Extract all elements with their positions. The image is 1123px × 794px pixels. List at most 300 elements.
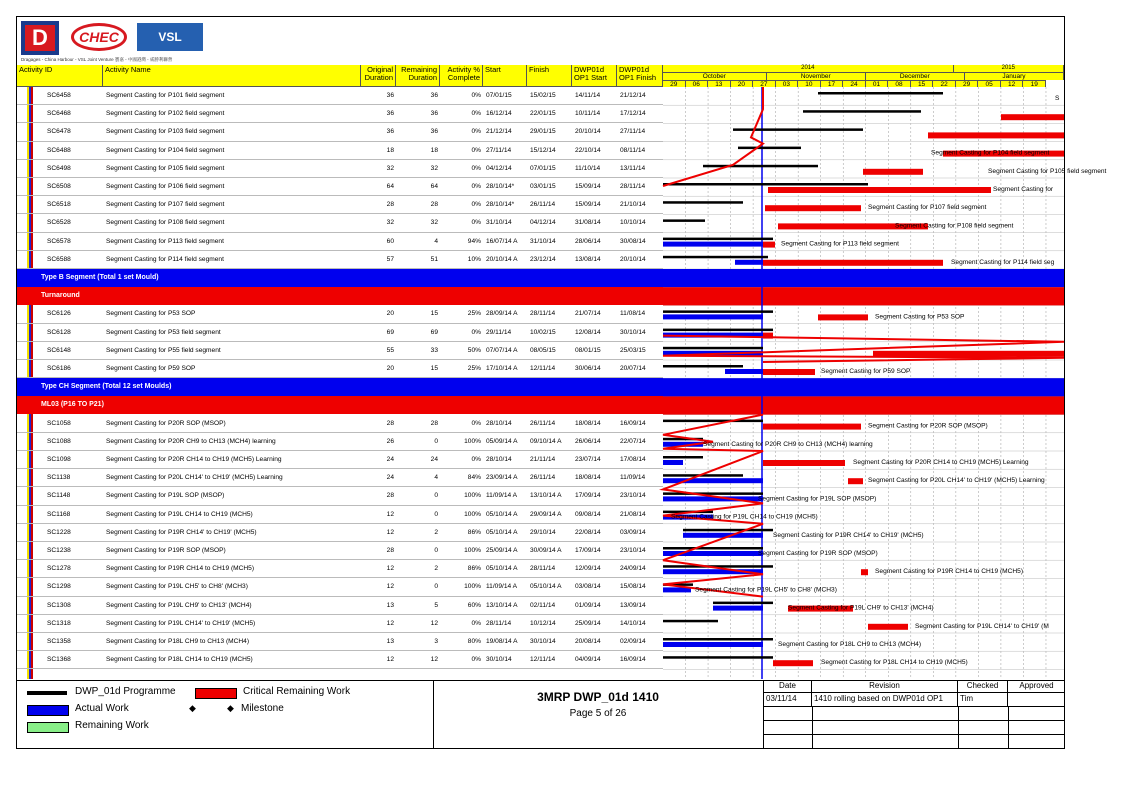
- cell-s1: 12/08/14: [575, 328, 601, 336]
- cell-id: SC6458: [47, 92, 71, 99]
- cell-rd: 0: [434, 492, 438, 500]
- programme-bar: [818, 92, 943, 95]
- cell-name: Segment Casting for P102 field segment: [106, 110, 225, 118]
- cell-name: Segment Casting for P53 field segment: [106, 328, 221, 336]
- cell-f1: 28/11/14: [620, 183, 646, 190]
- cell-pct: 94%: [467, 237, 481, 245]
- cell-f1: 17/08/14: [620, 456, 646, 463]
- legend-milestone: Milestone: [241, 703, 284, 714]
- cell-f1: 30/10/14: [620, 328, 646, 336]
- programme-bar: [663, 347, 763, 350]
- cell-od: 12: [386, 619, 394, 627]
- programme-bar: [713, 602, 773, 605]
- cell-pct: 0%: [471, 656, 481, 664]
- cell-finish: 23/12/14: [530, 255, 556, 263]
- critical-bar: [818, 314, 868, 320]
- programme-bar: [738, 147, 801, 150]
- cell-start: 28/10/14: [486, 419, 512, 427]
- activity-row[interactable]: [17, 524, 663, 542]
- timeline-week: 29: [663, 80, 686, 87]
- cell-id: SC1278: [47, 565, 71, 573]
- cell-f1: 16/09/14: [620, 419, 646, 427]
- cell-rd: 32: [430, 164, 438, 172]
- gantt-band: [663, 378, 1064, 396]
- cell-start: 20/10/14 A: [486, 255, 518, 263]
- programme-bar: [663, 456, 703, 459]
- activity-row[interactable]: [17, 87, 663, 105]
- cell-name: Segment Casting for P106 field segment: [106, 183, 225, 190]
- cell-pct: 100%: [464, 492, 481, 500]
- cell-start: 05/09/14 A: [486, 437, 518, 445]
- col-activity-id[interactable]: Activity ID: [17, 65, 103, 87]
- milestone-diamond-icon-2: ◆: [227, 703, 234, 713]
- cell-start: 30/10/14: [486, 656, 512, 664]
- cell-pct: 0%: [471, 183, 481, 190]
- cell-f1: 21/10/14: [620, 201, 646, 209]
- critical-bar: [863, 169, 923, 175]
- cell-f1: 14/10/14: [620, 619, 646, 627]
- cell-s1: 18/08/14: [575, 419, 601, 427]
- programme-bar: [663, 492, 763, 495]
- activity-row[interactable]: [17, 433, 663, 451]
- cell-start: 16/12/14: [486, 110, 512, 118]
- cell-rd: 33: [430, 346, 438, 354]
- cell-finish: 15/02/15: [530, 92, 556, 99]
- jv-logos: [17, 17, 317, 65]
- cell-f1: 17/12/14: [620, 110, 646, 118]
- milestone-diamond-icon: ◆: [189, 703, 196, 713]
- col-start[interactable]: Start: [483, 65, 527, 87]
- cell-name: Segment Casting for P104 field segment: [106, 146, 225, 154]
- programme-bar: [663, 201, 743, 204]
- cell-start: 31/10/14: [486, 219, 512, 227]
- cell-start: 23/09/14 A: [486, 474, 518, 482]
- timeline-week: 22: [933, 80, 956, 87]
- cell-pct: 100%: [464, 510, 481, 518]
- revision-table: [763, 681, 1065, 749]
- cell-f1: 11/08/14: [620, 310, 646, 318]
- gantt-chart: [663, 87, 1107, 679]
- activity-row[interactable]: [17, 105, 663, 123]
- cell-od: 12: [386, 528, 394, 536]
- cell-rd: 32: [430, 219, 438, 227]
- cell-od: 28: [386, 201, 394, 209]
- cell-f1: 02/09/14: [620, 638, 646, 645]
- cell-id: SC1138: [47, 474, 71, 482]
- col-percent-complete[interactable]: Activity % Complete: [440, 65, 483, 87]
- cell-name: Segment Casting for P19L CH5' to CH8' (MCH3): [106, 583, 248, 591]
- rev-col-line-1: [812, 707, 813, 749]
- cell-start: 16/07/14 A: [486, 237, 518, 245]
- timeline-week: 17: [821, 80, 844, 87]
- cell-id: SC1148: [47, 492, 71, 500]
- cell-finish: 03/01/15: [530, 183, 556, 190]
- cell-pct: 25%: [467, 365, 481, 372]
- cell-start: 05/10/14 A: [486, 528, 518, 536]
- rev-header-checked: Checked: [958, 681, 1008, 693]
- cell-finish: 28/11/14: [530, 565, 556, 573]
- actual-swatch: [27, 705, 69, 716]
- cell-name: Segment Casting for P20R CH9 to CH13 (MCH4) learning: [106, 437, 276, 445]
- rev-empty-row-1: [764, 707, 1065, 721]
- cell-rd: 0: [434, 583, 438, 591]
- cell-od: 12: [386, 656, 394, 664]
- cell-od: 32: [386, 219, 394, 227]
- col-op1-finish[interactable]: DWP01d OP1 Finish: [617, 65, 663, 87]
- activity-row[interactable]: [17, 342, 663, 360]
- timeline-week: 13: [708, 80, 731, 87]
- activity-row[interactable]: [17, 633, 663, 651]
- programme-bar: [663, 310, 773, 313]
- cell-rd: 15: [430, 310, 438, 318]
- critical-bar: [848, 478, 863, 484]
- actual-bar: [663, 642, 763, 647]
- timeline-month: January: [965, 72, 1064, 80]
- critical-bar: [763, 260, 943, 266]
- cell-pct: 0%: [471, 328, 481, 336]
- cell-start: 21/12/14: [486, 128, 512, 136]
- cell-pct: 100%: [464, 437, 481, 445]
- legend-actual: Actual Work: [75, 703, 129, 714]
- critical-bar: [868, 624, 908, 630]
- cell-s1: 04/09/14: [575, 656, 601, 664]
- wbs-group-header[interactable]: Type B Segment (Total 1 set Mould): [17, 269, 663, 287]
- cell-id: SC1298: [47, 583, 71, 591]
- cell-finish: 29/01/15: [530, 128, 556, 136]
- cell-pct: 86%: [467, 565, 481, 573]
- cell-od: 24: [386, 474, 394, 482]
- cell-pct: 0%: [471, 219, 481, 227]
- cell-s1: 09/08/14: [575, 510, 601, 518]
- page-number: Page 5 of 26: [569, 708, 627, 719]
- cell-pct: 100%: [464, 547, 481, 554]
- cell-pct: 0%: [471, 110, 481, 118]
- gantt-bar-label: Segment Casting for P20R SOP (MSOP): [868, 422, 988, 430]
- actual-bar: [663, 460, 683, 465]
- cell-start: 11/09/14 A: [486, 583, 518, 591]
- cell-rd: 12: [430, 656, 438, 664]
- activity-row[interactable]: [17, 178, 663, 196]
- cell-od: 13: [386, 638, 394, 645]
- cell-finish: 22/01/15: [530, 110, 556, 118]
- activity-row[interactable]: [17, 123, 663, 141]
- gantt-bar-label: Segment Casting for P19L CH9' to CH13' (MCH4): [788, 604, 934, 612]
- cell-id: SC1098: [47, 456, 71, 463]
- cell-finish: 28/11/14: [530, 310, 556, 318]
- cell-pct: 0%: [471, 201, 481, 209]
- cell-od: 28: [386, 492, 394, 500]
- cell-finish: 29/10/14: [530, 528, 556, 536]
- critical-bar: [763, 460, 845, 466]
- critical-swatch: [195, 688, 237, 699]
- cell-id: SC6488: [47, 146, 71, 154]
- actual-bar: [725, 369, 763, 374]
- cell-name: Segment Casting for P53 SOP: [106, 310, 196, 318]
- cell-f1: 11/09/14: [620, 474, 646, 482]
- cell-rd: 36: [430, 110, 438, 118]
- cell-rd: 36: [430, 92, 438, 99]
- cell-start: 28/11/14: [486, 619, 512, 627]
- cell-start: 19/08/14 A: [486, 638, 518, 645]
- critical-bar: [773, 660, 813, 666]
- cell-s1: 17/09/14: [575, 547, 601, 554]
- programme-bar: [663, 638, 773, 641]
- progress-line: [663, 87, 763, 186]
- cell-s1: 14/11/14: [575, 92, 601, 99]
- cell-f1: 13/09/14: [620, 601, 646, 609]
- activity-row[interactable]: [17, 615, 663, 633]
- cell-s1: 08/01/15: [575, 346, 601, 354]
- critical-bar: [873, 351, 1064, 357]
- programme-bar: [703, 165, 818, 168]
- timeline-header: [663, 65, 1064, 87]
- cell-name: Segment Casting for P105 field segment: [106, 164, 225, 172]
- cell-finish: 30/09/14 A: [530, 547, 562, 554]
- rev-checked: Tim: [958, 693, 1008, 707]
- gantt-bar-label: Segment Casting for P53 SOP: [875, 313, 965, 321]
- gantt-bar-label: Segment Casting for P19R CH14' to CH19' (MCH5): [773, 531, 924, 539]
- cell-pct: 10%: [467, 255, 481, 263]
- schedule-sheet: [16, 16, 1107, 749]
- cell-rd: 28: [430, 201, 438, 209]
- activity-row[interactable]: [17, 324, 663, 342]
- cell-start: 04/12/14: [486, 164, 512, 172]
- cell-name: Segment Casting for P114 field segment: [106, 255, 224, 263]
- cell-name: Segment Casting for P19R SOP (MSOP): [106, 547, 226, 554]
- cell-s1: 17/09/14: [575, 492, 601, 500]
- doc-title: 3MRP DWP_01d 1410: [537, 690, 659, 704]
- cell-rd: 51: [430, 255, 438, 263]
- col-finish[interactable]: Finish: [527, 65, 572, 87]
- activity-row[interactable]: [17, 214, 663, 232]
- timeline-week: 08: [888, 80, 911, 87]
- activity-row[interactable]: [17, 142, 663, 160]
- cell-od: 20: [386, 310, 394, 318]
- cell-id: SC6518: [47, 201, 71, 209]
- cell-start: 28/10/14: [486, 456, 512, 463]
- cell-f1: 24/09/14: [620, 565, 646, 573]
- cell-rd: 0: [434, 437, 438, 445]
- cell-f1: 27/11/14: [620, 128, 646, 136]
- activity-row[interactable]: [17, 560, 663, 578]
- legend-footer: [17, 680, 1064, 749]
- wbs-group-header[interactable]: Type CH Segment (Total 12 set Moulds): [17, 378, 663, 396]
- activity-row[interactable]: [17, 360, 663, 378]
- cell-id: SC6498: [47, 164, 71, 172]
- cell-id: SC1238: [47, 547, 71, 554]
- logo-caption: Dragages - China Harbour - VSL Joint Venture 寶嘉 - 中國港灣 - 威勝利聯營: [21, 57, 173, 62]
- cell-id: SC6578: [47, 237, 71, 245]
- schedule-grid: [17, 65, 1107, 680]
- activity-row[interactable]: [17, 542, 663, 560]
- cell-s1: 22/08/14: [575, 528, 601, 536]
- cell-f1: 03/09/14: [620, 528, 646, 536]
- col-op1-start[interactable]: DWP01d OP1 Start: [572, 65, 617, 87]
- rev-header-approved: Approved: [1008, 681, 1065, 693]
- cell-s1: 13/08/14: [575, 255, 601, 263]
- cell-s1: 23/07/14: [575, 456, 601, 463]
- actual-bar: [683, 533, 763, 538]
- wbs-subgroup-header[interactable]: ML03 (P16 TO P21): [17, 396, 663, 414]
- cell-pct: 0%: [471, 619, 481, 627]
- cell-finish: 07/01/15: [530, 164, 556, 172]
- legend-critical: Critical Remaining Work: [243, 686, 351, 697]
- gantt-bar-label: Segment Casting for P107 field segment: [868, 204, 987, 212]
- cell-name: Segment Casting for P18L CH14 to CH19 (MCH5): [106, 656, 253, 664]
- actual-bar: [663, 314, 763, 319]
- cell-finish: 05/10/14 A: [530, 583, 562, 591]
- activity-row[interactable]: [17, 506, 663, 524]
- activity-row[interactable]: [17, 451, 663, 469]
- cell-id: SC6186: [47, 365, 71, 372]
- cell-name: Segment Casting for P20L CH14' to CH19' (MCH5) Learning: [106, 474, 283, 482]
- cell-rd: 2: [434, 565, 438, 573]
- cell-od: 69: [386, 328, 394, 336]
- activity-row[interactable]: [17, 160, 663, 178]
- cell-s1: 20/10/14: [575, 128, 601, 136]
- cell-od: 12: [386, 565, 394, 573]
- cell-id: SC1368: [47, 656, 71, 664]
- dragages-logo: D: [21, 21, 59, 55]
- gantt-bar-label: Segment Casting for P20R CH14 to CH19 (MCH5) Learning: [853, 459, 1029, 466]
- cell-start: 28/10/14*: [486, 183, 515, 190]
- cell-finish: 15/12/14: [530, 146, 556, 154]
- timeline-week: 06: [686, 80, 709, 87]
- activity-row[interactable]: [17, 651, 663, 669]
- cell-pct: 0%: [471, 456, 481, 463]
- cell-id: SC1058: [47, 419, 71, 427]
- cell-rd: 69: [430, 328, 438, 336]
- programme-bar: [663, 183, 868, 186]
- cell-f1: 23/10/14: [620, 547, 646, 554]
- cell-name: Segment Casting for P108 field segment: [106, 219, 225, 227]
- cell-id: SC6508: [47, 183, 71, 190]
- programme-bar: [663, 238, 773, 241]
- critical-bar: [763, 242, 775, 248]
- gantt-bar-label: Segment Casting for P108 field segment: [895, 222, 1014, 230]
- programme-bar: [663, 219, 705, 222]
- activity-row[interactable]: [17, 487, 663, 505]
- cell-start: 07/01/15: [486, 92, 512, 99]
- cell-f1: 30/08/14: [620, 237, 646, 245]
- activity-row[interactable]: [17, 415, 663, 433]
- cell-f1: 13/11/14: [620, 164, 646, 172]
- gantt-bar-label: Segment Casting for P18L CH14 to CH19 (MCH5): [821, 659, 968, 667]
- gantt-bar-label: Segment Casting for P20L CH14' to CH19' (MCH5) Learning: [868, 477, 1045, 485]
- cell-s1: 30/06/14: [575, 365, 601, 372]
- activity-row[interactable]: [17, 251, 663, 269]
- cell-name: Segment Casting for P113 field segment: [106, 237, 224, 245]
- cell-start: 07/07/14 A: [486, 346, 518, 354]
- cell-s1: 31/08/14: [575, 219, 601, 227]
- timeline-week: 24: [843, 80, 866, 87]
- cell-f1: 08/11/14: [620, 146, 646, 154]
- timeline-week: 03: [776, 80, 799, 87]
- gantt-band: [663, 287, 1064, 305]
- cell-f1: 20/10/14: [620, 255, 646, 263]
- cell-name: Segment Casting for P18L CH9 to CH13 (MCH4): [106, 638, 250, 645]
- cell-finish: 09/10/14 A: [530, 437, 562, 445]
- cell-od: 32: [386, 164, 394, 172]
- timeline-year: 2015: [954, 65, 1064, 72]
- actual-bar: [663, 478, 763, 483]
- cell-pct: 0%: [471, 128, 481, 136]
- activity-row[interactable]: [17, 469, 663, 487]
- cell-od: 36: [386, 92, 394, 99]
- cell-name: Segment Casting for P103 field segment: [106, 128, 225, 136]
- programme-bar: [663, 256, 768, 258]
- activity-row[interactable]: [17, 196, 663, 214]
- rev-approved: [1008, 693, 1065, 707]
- critical-bar: [768, 187, 991, 193]
- gantt-bar-label: Segment Casting for P113 field segment: [781, 240, 899, 248]
- cell-od: 12: [386, 510, 394, 518]
- cell-finish: 30/10/14: [530, 638, 556, 645]
- timeline-week: 20: [731, 80, 754, 87]
- activity-row[interactable]: [17, 233, 663, 251]
- activity-row[interactable]: [17, 578, 663, 596]
- cell-id: SC6478: [47, 128, 71, 136]
- programme-bar: [683, 529, 773, 532]
- cell-id: SC1088: [47, 437, 71, 445]
- col-remaining-duration[interactable]: Remaining Duration: [396, 65, 440, 87]
- cell-f1: 23/10/14: [620, 492, 646, 500]
- programme-bar: [663, 420, 763, 423]
- cell-pct: 86%: [467, 528, 481, 536]
- cell-rd: 18: [430, 146, 438, 154]
- programme-bar: [663, 365, 743, 368]
- rev-date: 03/11/14: [764, 693, 812, 707]
- chec-logo: CHEC: [71, 23, 127, 51]
- cell-rd: 15: [430, 365, 438, 372]
- cell-pct: 100%: [464, 583, 481, 591]
- cell-finish: 10/12/14: [530, 619, 556, 627]
- cell-pct: 0%: [471, 164, 481, 172]
- timeline-week: 05: [978, 80, 1001, 87]
- gantt-bar-label: Segment Casting for P114 field seg: [951, 258, 1055, 266]
- cell-id: SC6588: [47, 255, 71, 263]
- cell-start: 25/09/14 A: [486, 547, 518, 554]
- activity-row[interactable]: [17, 597, 663, 615]
- timeline-week: 15: [911, 80, 934, 87]
- gantt-bar-label: Segment Casting for P19L CH14 to CH19 (MCH5): [671, 513, 818, 521]
- actual-bar: [735, 260, 763, 265]
- cell-od: 55: [386, 346, 394, 354]
- cell-finish: 02/11/14: [530, 601, 556, 609]
- cell-name: Segment Casting for P19R CH14' to CH19' (MCH5): [106, 528, 257, 536]
- cell-start: 27/11/14: [486, 146, 512, 154]
- gantt-band: [663, 269, 1064, 287]
- cell-finish: 29/09/14 A: [530, 510, 562, 518]
- rev-col-line-2: [958, 707, 959, 749]
- cell-rd: 4: [434, 237, 438, 245]
- activity-row[interactable]: [17, 305, 663, 323]
- timeline-month: October: [663, 72, 767, 80]
- cell-f1: 25/03/15: [620, 346, 646, 354]
- col-original-duration[interactable]: Original Duration: [361, 65, 396, 87]
- cell-start: 05/10/14 A: [486, 565, 518, 573]
- rev-empty-row-2: [764, 721, 1065, 735]
- gantt-bar-label: Segment Casting for: [993, 186, 1054, 193]
- cell-name: Segment Casting for P19L CH9' to CH13' (MCH4): [106, 601, 252, 609]
- col-activity-name[interactable]: Activity Name: [103, 65, 361, 87]
- cell-od: 18: [386, 146, 394, 154]
- cell-start: 29/11/14: [486, 328, 512, 336]
- wbs-subgroup-header[interactable]: Turnaround: [17, 287, 663, 305]
- cell-finish: 12/11/14: [530, 365, 556, 372]
- cell-name: Segment Casting for P19L SOP (MSOP): [106, 492, 225, 500]
- cell-start: 17/10/14 A: [486, 365, 518, 372]
